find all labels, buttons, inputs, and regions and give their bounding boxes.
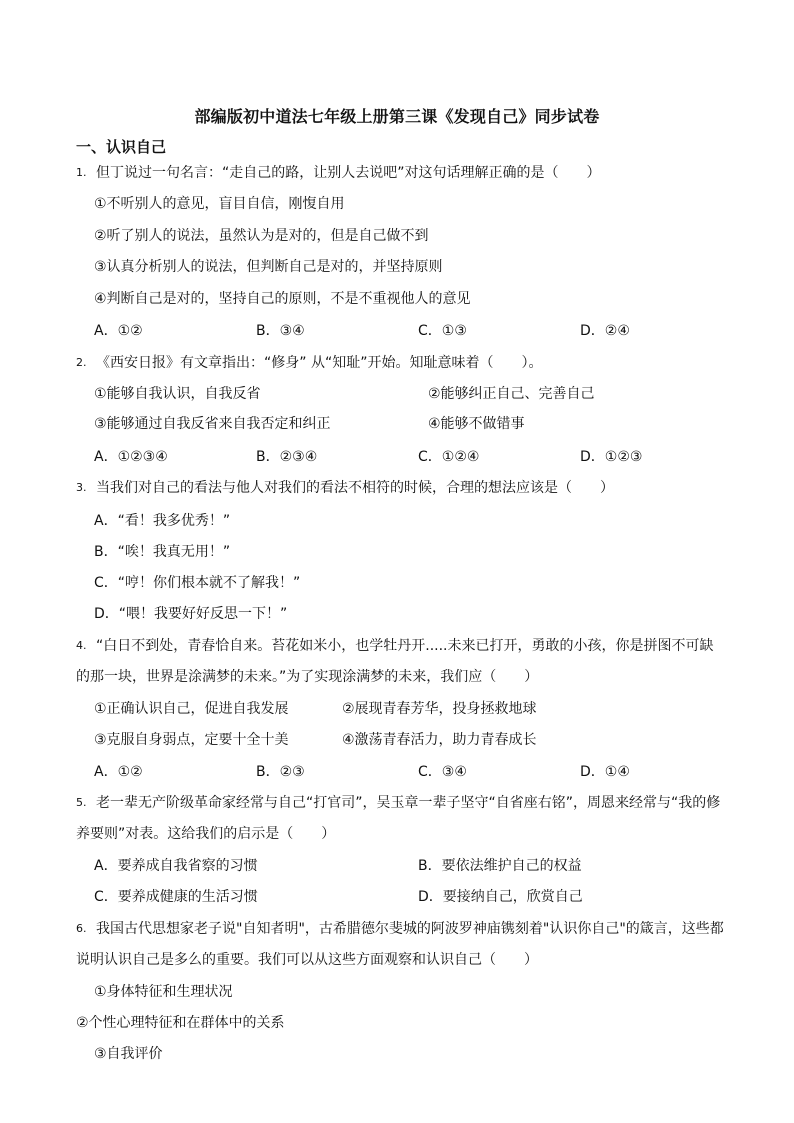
- question-stem: 《西安日报》有文章指出：“修身” 从“知耻”开始。知耻意味着（ ）。: [96, 355, 543, 371]
- statement-item: ①身体特征和生理状况: [94, 984, 233, 1000]
- question-stem: “白日不到处，青春恰自来。苔花如米小，也学牡丹开.....未来已打开，勇敢的小孩，你是拼图不可缺: [96, 638, 714, 654]
- statement-item: ②个性心理特征和在群体中的关系: [76, 1015, 285, 1031]
- statement-item: ③能够通过自我反省来自我否定和纠正: [94, 416, 331, 432]
- statement-item: ②听了别人的说法，虽然认为是对的，但是自己做不到: [94, 228, 429, 244]
- answer-option-a[interactable]: A．要养成自我省察的习惯: [94, 858, 258, 874]
- question-stem-continued: 的那一块，世界是涂满梦的未来。”为了实现涂满梦的未来，我们应（ ）: [76, 669, 539, 685]
- question-number: 5.: [76, 796, 87, 809]
- answer-option-d[interactable]: D．“喂！我要好好反思一下！”: [94, 606, 288, 622]
- question-number: 2.: [76, 356, 87, 369]
- statement-item: ①不听别人的意见，盲目自信，刚愎自用: [94, 196, 345, 212]
- statement-item: ④判断自己是对的，坚持自己的原则，不是不重视他人的意见: [94, 291, 471, 307]
- statement-item: ②展现青春芳华，投身拯救地球: [342, 701, 537, 717]
- statement-item: ③自我评价: [94, 1046, 163, 1062]
- answer-option-d[interactable]: D．②④: [580, 323, 630, 339]
- statement-item: ②能够纠正自己、完善自己: [428, 386, 595, 402]
- answer-option-b[interactable]: B．要依法维护自己的权益: [418, 858, 582, 874]
- answer-option-b[interactable]: B．②③④: [256, 449, 318, 465]
- question-number: 3.: [76, 481, 87, 494]
- answer-option-c[interactable]: C．①③: [418, 323, 467, 339]
- answer-option-a[interactable]: A．“看！我多优秀！”: [94, 513, 231, 529]
- answer-option-c[interactable]: C．①②④: [418, 449, 480, 465]
- section-heading: 一、认识自己: [76, 138, 167, 156]
- answer-option-d[interactable]: D．要接纳自己，欣赏自己: [418, 889, 583, 905]
- question-stem-continued: 说明认识自己是多么的重要。我们可以从这些方面观察和认识自己（ ）: [76, 952, 538, 968]
- answer-option-d[interactable]: D．①②③: [580, 449, 643, 465]
- question-stem: 但丁说过一句名言：“走自己的路，让别人去说吧”对这句话理解正确的是（ ）: [96, 165, 601, 181]
- answer-option-a[interactable]: A．①②③④: [94, 449, 168, 465]
- question-number: 4.: [76, 639, 87, 652]
- answer-option-b[interactable]: B．“唉！我真无用！”: [94, 544, 231, 560]
- statement-item: ③克服自身弱点，定要十全十美: [94, 732, 289, 748]
- question-stem-continued: 养要则”对表。这给我们的启示是（ ）: [76, 826, 336, 842]
- statement-item: ①能够自我认识，自我反省: [94, 386, 261, 402]
- answer-option-a[interactable]: A．①②: [94, 764, 143, 780]
- question-stem: 我国古代思想家老子说"自知者明"，古希腊德尔斐城的阿波罗神庙镌刻着"认识你自己"的箴言，这些都: [96, 921, 724, 937]
- answer-option-d[interactable]: D．①④: [580, 764, 630, 780]
- question-stem: 当我们对自己的看法与他人对我们的看法不相符的时候，合理的想法应该是（ ）: [96, 480, 614, 496]
- answer-option-b[interactable]: B．②③: [256, 764, 305, 780]
- answer-option-c[interactable]: C．“哼！你们根本就不了解我！”: [94, 575, 301, 591]
- statement-item: ④能够不做错事: [428, 416, 525, 432]
- question-number: 6.: [76, 922, 87, 935]
- answer-option-c[interactable]: C．要养成健康的生活习惯: [94, 889, 258, 905]
- page-title: 部编版初中道法七年级上册第三课《发现自己》同步试卷: [194, 107, 600, 126]
- answer-option-c[interactable]: C．③④: [418, 764, 467, 780]
- question-stem: 老一辈无产阶级革命家经常与自己“打官司”，吴玉章一辈子坚守“自省座右铭”，周恩来经常与“我的修: [96, 795, 721, 811]
- question-number: 1.: [76, 166, 87, 179]
- statement-item: ③认真分析别人的说法，但判断自己是对的，并坚持原则: [94, 259, 443, 275]
- statement-item: ①正确认识自己，促进自我发展: [94, 701, 289, 717]
- answer-option-b[interactable]: B．③④: [256, 323, 305, 339]
- answer-option-a[interactable]: A．①②: [94, 323, 143, 339]
- statement-item: ④激荡青春活力，助力青春成长: [342, 732, 537, 748]
